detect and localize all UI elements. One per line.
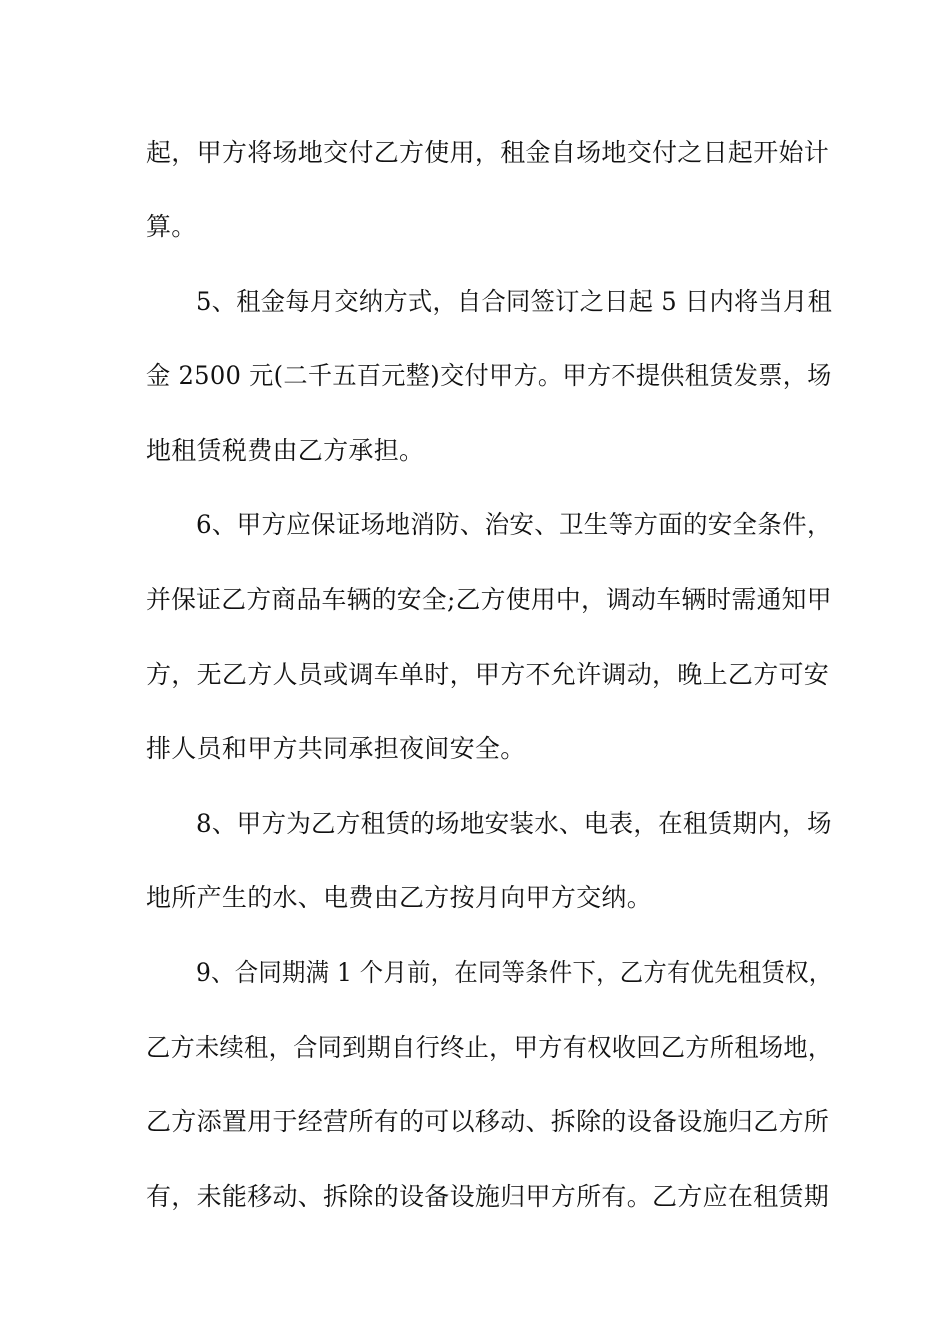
text-line: 排人员和甲方共同承担夜间安全。 <box>146 734 526 763</box>
text-line: 8、甲方为乙方租赁的场地安装水、电表，在租赁期内，场 <box>196 809 832 838</box>
text-line: 起，甲方将场地交付乙方使用，租金自场地交付之日起开始计 <box>146 138 830 167</box>
text-line: 乙方未续租，合同到期自行终止，甲方有权收回乙方所租场地， <box>146 1033 833 1062</box>
text-line: 5、租金每月交纳方式，自合同签订之日起 5 日内将当月租 <box>196 287 833 316</box>
text-line: 算。 <box>146 212 197 241</box>
text-line: 9、合同期满 1 个月前，在同等条件下，乙方有优先租赁权， <box>196 958 833 987</box>
text-line: 乙方添置用于经营所有的可以移动、拆除的设备设施归乙方所 <box>146 1107 830 1136</box>
text-line: 方，无乙方人员或调车单时，甲方不允许调动，晚上乙方可安 <box>146 660 830 689</box>
text-line: 有，未能移动、拆除的设备设施归甲方所有。乙方应在租赁期 <box>146 1182 830 1211</box>
text-line: 地租赁税费由乙方承担。 <box>146 436 425 465</box>
text-line: 地所产生的水、电费由乙方按月向甲方交纳。 <box>146 883 653 912</box>
text-line: 金 2500 元(二千五百元整)交付甲方。甲方不提供租赁发票，场 <box>146 361 832 390</box>
text-line: 并保证乙方商品车辆的安全;乙方使用中，调动车辆时需通知甲 <box>146 585 832 614</box>
text-line: 6、甲方应保证场地消防、治安、卫生等方面的安全条件， <box>196 510 832 539</box>
